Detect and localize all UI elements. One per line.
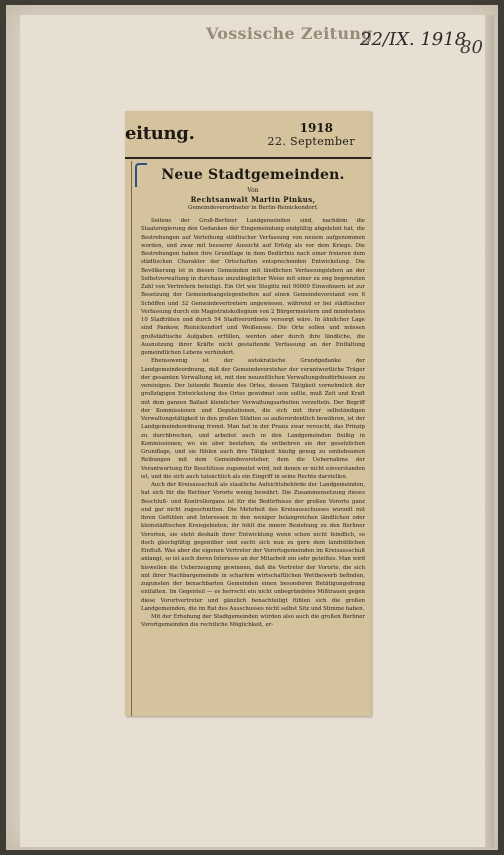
newspaper-stamp: Vossische Zeitung	[206, 24, 373, 43]
masthead-rule	[125, 157, 371, 159]
article-paragraph: Seitens der Groß-Berliner Landgemeinden sind, nachdem die Staatsregierung den Gedanken der Eingemeindung endgültig abgelehnt hat, die Bestrebungen auf Verleihung städtischer Verfassung von neuem aufgenommen worden, und zwar mit besserer Aussicht auf Erfolg als vor dem Kriege. Die Bestrebungen haben ihre Grundlage in dem Bedürfnis nach einer freieren dem städtischen Charakter der Ortschaften entsprechenden Entwickelung. Die Bevölkerung ist in diesen Gemeinden mit ländlichen Verfassungsleben an der Selbstverwaltung in durchaus unzulänglicher Weise mit einer zu eng begrenzten Zahl von Vertretern beteiligt. Ein Ort wie Steglitz mit 90000 Einwohnern ist zur Besetzung der Gemeindeangelegenheiten auf einen Gemeindevorstand von 6 Schöffen und 32 Gemeindevertretern angewiesen, während er bei städtischer Verfassung durch ein Magistratskollegium von 2 Bürgermeistern und mindestens 10 Stadträten und durch 54 Stadtverordnete versorgt wäre. In ähnlicher Lage sind Pankow, Reinickendorf und Weißensee. Die Orte sollen und müssen großstädtische Aufgaben erfüllen, werden aber durch ihre ländliche, die Ausnutzung ihrer Kräfte nicht gestattende Verfassung an der Entfaltung gemeindlichen Lebens verhindert.	[141, 218, 365, 356]
article	[141, 165, 365, 630]
sheet-edge	[485, 15, 494, 847]
clipping-masthead	[125, 111, 371, 161]
handwritten-page-number: 80	[460, 37, 483, 58]
article-headline: Neue Stadtgemeinden.	[161, 167, 345, 183]
article-paragraph: Mit der Erhebung der Stadtgemeinden würden also auch die großen Berliner Vorortgemeinden die rechtliche Möglichkeit, er-	[141, 614, 365, 629]
article-paragraph: Ebensowenig ist der autokratische Grundgedanke der Landgemeindeordnung, daß der Gemeindevorsteher der verantwortliche Träger der gesamten Verwaltung ist, mit den neuzeitlichen Verwaltungsbedürfnissen zu vereinigen. Der leitende Beamte des Ortes, dessen Tätigkeit vornehmlich der großzügigen Entwickelung des Ortes gewidmet sein sollte, muß Zeit und Kraft mit dem ganzen Ballast kleinlicher Verwaltungsarbeiten verzetteln. Der Begriff der Kommissionen und Deputationen, die sich mit ihrer selbständigen Verwaltungstätigkeit in den großen Städten so außerordentlich bewähren, ist der Landgemeindeordnung fremd. Man hat in der Praxis zwar versucht, das Prinzip zu durchbrechen, und arbeitet auch in den Landgemeinden fleißig in Kommissionen; wo sie aber bestehen, da entbehren sie der gesetzlichen Grundlage, und sie fühlen auch ihre Tätigkeit häufig genug zu umliebsamen Reibungen mit dem Gemeindevorsteher, dem die Uebernahme der Verantwortung für Beschlüsse zugemutet wird, mit denen er nicht einverstanden ist, und die sich auch tatsächlich als ein Eingriff in seine Rechte darstellen.	[141, 358, 365, 480]
archive-page	[6, 5, 498, 850]
newspaper-clipping	[125, 111, 371, 716]
masthead-name: eitung.	[125, 123, 195, 144]
byline-role: Gemeindeverordneter in Berlin-Reinickendorf.	[188, 205, 318, 211]
article-paragraph: Auch der Kreisausschuß als staatliche Aufsichtsbehörde der Landgemeinden, hat sich für die Berliner Vororte wenig bewährt. Die Zusammensetzung dieses Beschluß- und Kontrollorgans ist für die Bedürfnisse der großen Vororte ganz und gar nicht zugeschnitten. Die Mehrheit des Kreisausschusses wurzelt mit ihren Gefühlen und Interessen in den weniger belangreichen ländlichen oder kleinstädtischen Kreisgebieten; ihr fehlt die innere Beziehung zu den Berliner Vororten, sie steht deshalb ihrer Entwicklung wenn schon nicht feindlich, so doch gleichgültig gegenüber und sucht sich nun zu gern dem landrätlichen Einfluß. Was aber die eigenen Vertreter der Vorortsgemeinden im Kreisausschuß anlangt, so ist auch deren Interesse an der Mitarbeit ein sehr geteiltes. Man wird bisweilen die Ueberzeugung gewinnen, daß die Vertreter der Vororte, die sich mit ihrer Nachbargemeinde in scharfem wirtschaftlichen Wettbewerb befinden, zugunsten der benachbarten Gemeinden einen besonderen Betätigungsdrang entfalten. Im Gegenteil — es herrscht ein nicht unbegründetes Mißtrauen gegen diese Vorortvertreter und gänzlich benachteiligt fühlen sich die großen Landgemeinden, die im Rat des Ausschusses nicht selbst Sitz und Stimme haben.	[141, 482, 365, 612]
byline-author: Rechtsanwalt Martin Pinkus,	[190, 195, 316, 204]
byline-von: Von	[247, 187, 259, 194]
masthead-year: 1918	[299, 121, 333, 135]
handwritten-date: 22/IX. 1918	[360, 29, 467, 50]
archive-sheet	[20, 15, 494, 847]
column-rule	[131, 161, 132, 716]
masthead-date: 22. September	[267, 135, 355, 148]
